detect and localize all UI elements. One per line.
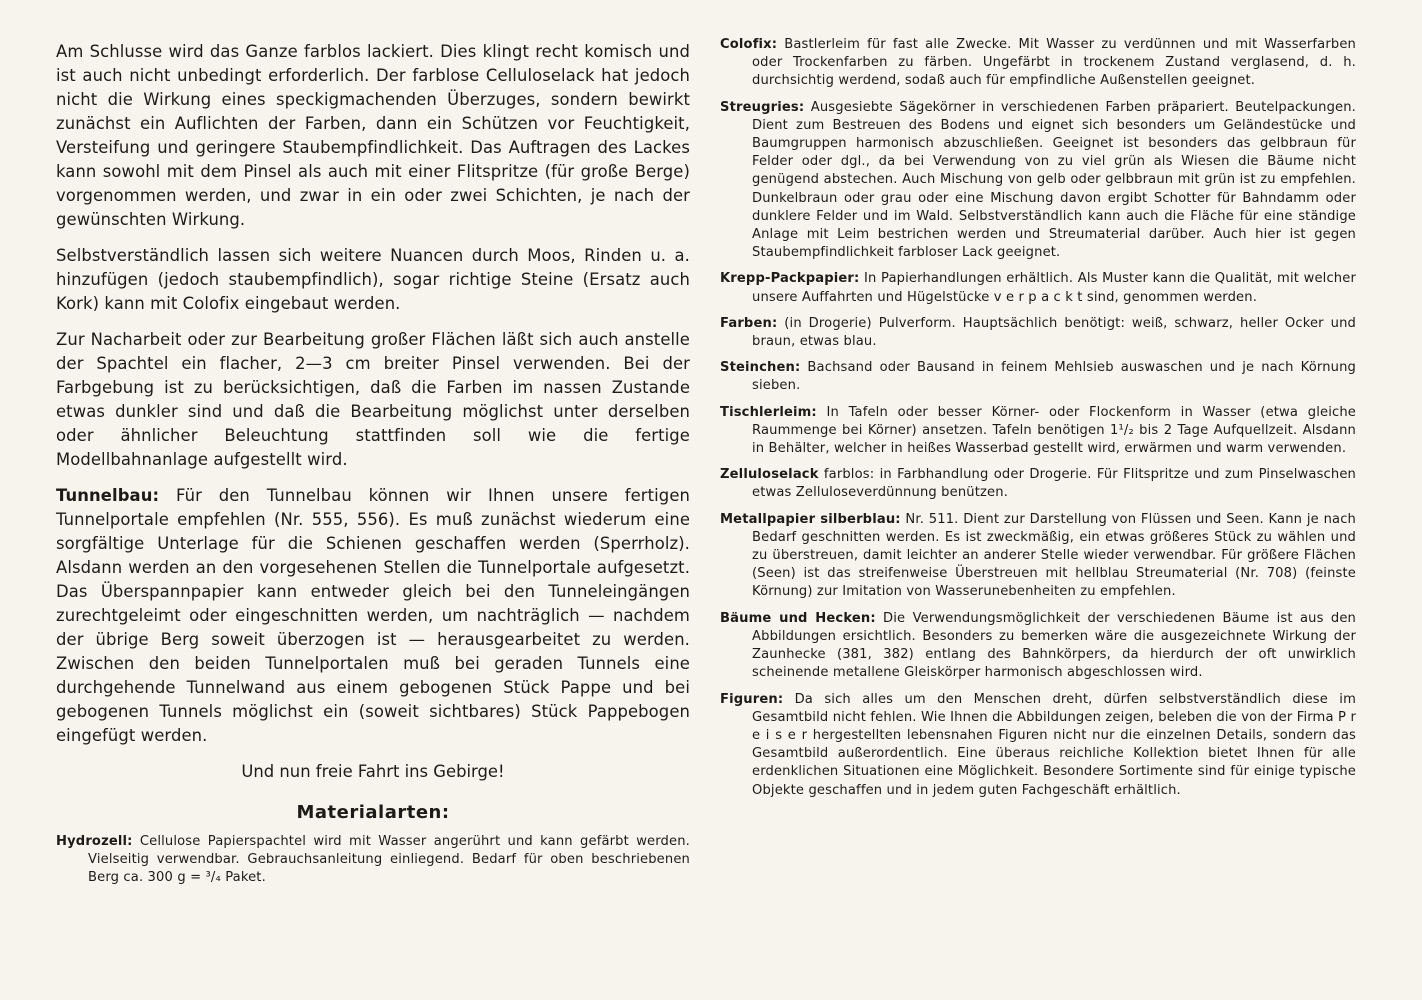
material-entry-colofix [720,36,1356,91]
material-entry-tischlerleim [720,404,1356,459]
material-entry-figuren [720,691,1356,800]
material-entry-metallpapier [720,511,1356,602]
material-text: farblos: in Farbhandlung oder Drogerie. Für Flitspritze und zum Pinselwaschen etwas Zelluloseverdünnung benützen. [752,467,1356,501]
material-term: Tischlerleim: [720,404,817,420]
section-title-materialarten: Materialarten: [296,802,450,823]
material-term: Figuren: [720,691,784,707]
closing-line: Und nun freie Fahrt ins Gebirge! [241,762,505,781]
material-text: Die Verwendungsmöglichkeit der verschiedenen Bäume ist aus den Abbildungen ersichtlich. Besonders zu bemerken wäre die ausgezeichnete Wirkung der Zaunhecke (381, 382) entlang des Bahnkörpers, da hierdurch der oft unwirklich scheinende metallene Gleiskörper harmonisch abgeschlossen wird. [752,610,1356,681]
material-entry-zelluloselack [720,466,1356,502]
material-term: Farben: [720,315,778,331]
tunnelbau-heading: Tunnelbau: [56,486,160,505]
material-text: Bastlerleim für fast alle Zwecke. Mit Wasser zu verdünnen und mit Wasserfarben oder Trockenfarben zu färben. Ungefärbt in trockenem Zustand verglasend, d. h. durchsichtig werdend, sodaß auch für empfindliche Außenstellen geeignet. [752,37,1356,89]
material-text: Da sich alles um den Menschen dreht, dürfen selbstverständlich diese im Gesamtbild nicht fehlen. Wie Ihnen die Abbildungen zeigen, beleben die von der Firma P r e i s e r hergestellten lebensnahen Figuren nicht nur die einzelnen Details, sondern das Gesamtbild außerordentlich. Eine überaus reichliche Kollektion bietet Ihnen für alle erdenklichen Situationen eine Möglichkeit. Besondere Sortimente sind für einige typische Objekte geschaffen und in jedem guten Fachgeschäft erhältlich. [752,691,1356,798]
material-text: In Tafeln oder besser Körner- oder Flockenform in Wasser (etwa gleiche Raummenge bei Körner) ansetzen. Tafeln benötigen 1¹/₂ bis 2 Tage Aufquellzeit. Alsdann in Behälter, welcher in heißes Wasserbad gestellt wird, erwärmen und warm verwenden. [752,404,1356,457]
paragraph-rework: Zur Nacharbeit oder zur Bearbeitung großer Flächen läßt sich auch anstelle der Spachtel ein flacher, 2—3 cm breiter Pinsel verwenden. Bei der Farbgebung ist zu berücksichtigen, daß die Farben im nassen Zustande etwas dunkler sind und daß die Bearbeitung möglichst unter derselben oder ähnlicher Beleuchtung stattfinden soll wie die fertige Modellbahnanlage aufgestellt wird. [56,330,690,469]
material-term: Metallpapier silberblau: [720,511,901,527]
material-entry-farben [720,315,1356,351]
paragraph-nuances: Selbstverständlich lassen sich weitere Nuancen durch Moos, Rinden u. a. hinzufügen (jedoch staubempfindlich), sogar richtige Steine (Ersatz auch Kork) kann mit Colofix eingebaut werden. [56,246,690,313]
right-column [720,36,1356,808]
paragraph-varnish: Am Schlusse wird das Ganze farblos lackiert. Dies klingt recht komisch und ist auch nicht unbedingt erforderlich. Der farblose Celluloselack hat jedoch nicht die Wirkung eines speckigmachenden Überzuges, sondern bewirkt zunächst ein Auflichten der Farben, dann ein Schützen vor Feuchtigkeit, Versteifung und geringere Staubempfindlichkeit. Das Auftragen des Lackes kann sowohl mit dem Pinsel als auch mit einer Flitspritze (für große Berge) vorgenommen werden, und zwar in ein oder zwei Schichten, je nach der gewünschten Wirkung. [56,42,690,229]
material-term: Steinchen: [720,360,801,376]
material-text: (in Drogerie) Pulverform. Hauptsächlich benötigt: weiß, schwarz, heller Ocker und braun, etwas blau. [752,315,1356,350]
material-term: Bäume und Hecken: [720,610,876,626]
material-entry-hydrozell [56,833,690,888]
material-entry-streugries [720,99,1356,263]
material-term: Hydrozell: [56,834,133,849]
material-entry-baeume-hecken [720,610,1356,683]
material-text: Cellulose Papierspachtel wird mit Wasser angerührt und kann gefärbt werden. Vielseitig verwendbar. Gebrauchsanleitung einliegend. Bedarf für oben beschriebenen Berg ca. 300 g = ³/₄ Paket. [88,834,690,886]
tunnelbau-text: Für den Tunnelbau können wir Ihnen unsere fertigen Tunnelportale empfehlen (Nr. 555, 556). Es muß zunächst wiederum eine sorgfältige Unterlage für die Schienen geschaffen werden (Sperrholz). Alsdann werden an den vorgesehenen Stellen die Tunnelportale aufgesetzt. Das Überspannpapier kann entweder gleich bei den Tunneleingängen zurechtgeleimt oder eingeschnitten werden, um nachträglich — nachdem der übrige Berg soweit überzogen ist — herausgearbeitet zu werden. Zwischen den beiden Tunnelportalen muß bei geraden Tunnels eine durchgehende Tunnelwand aus einem gebogenen Stück Pappe und bei gebogenen Tunnels möglichst ein (soweit sichtbares) Stück Pappebogen eingefügt werden. [56,486,690,745]
material-term: Zelluloselack [720,467,819,483]
material-text: Nr. 511. Dient zur Darstellung von Flüssen und Seen. Kann je nach Bedarf geschnitten werden. Es ist zweckmäßig, ein etwas größeres Stück zu wählen und zu überstreuen, damit leichter an anderer Stelle wieder verwendbar. Für größere Flächen (Seen) ist das streifenweise Überstreuen mit hellblau Streumaterial (Nr. 708) (feinste Körnung) zur Imitation von Wasserunebenheiten zu empfehlen. [752,511,1356,600]
material-term: Streugries: [720,99,805,115]
left-column [56,40,690,896]
material-entry-steinchen [720,359,1356,395]
material-text: Ausgesiebte Sägekörner in verschiedenen Farben präpariert. Beutelpackungen. Dient zum Bestreuen des Bodens und eignet sich besonders um Geländestücke und Baumgruppen harmonisch abzuschließen. Geeignet ist besonders das gelbbraun für Felder oder dgl., da bei Verwendung von zu viel grün als Wiesen die Bäume nicht genügend abstechen. Auch Mischung von gelb oder gelbbraun mit grün ist zu empfehlen. Dunkelbraun oder grau oder eine Mischung davon ergibt Schotter für Bahndamm oder dunklere Felder und im Wald. Selbstverständlich kann auch die Fläche für eine ständige Anlage mit Leim bestrichen werden und Streumaterial darüber. Auch hier ist gegen Staubempfindlichkeit farbloser Lack geeignet. [752,99,1356,261]
material-term: Colofix: [720,37,778,52]
material-text: Bachsand oder Bausand in feinem Mehlsieb auswaschen und je nach Körnung sieben. [752,360,1356,394]
material-term: Krepp-Packpapier: [720,271,860,287]
material-text: In Papierhandlungen erhältlich. Als Muster kann die Qualität, mit welcher unsere Auffahrten und Hügelstücke v e r p a c k t sind, genommen werden. [752,271,1356,305]
material-entry-krepp-packpapier [720,270,1356,306]
paragraph-tunnelbau [56,484,690,748]
